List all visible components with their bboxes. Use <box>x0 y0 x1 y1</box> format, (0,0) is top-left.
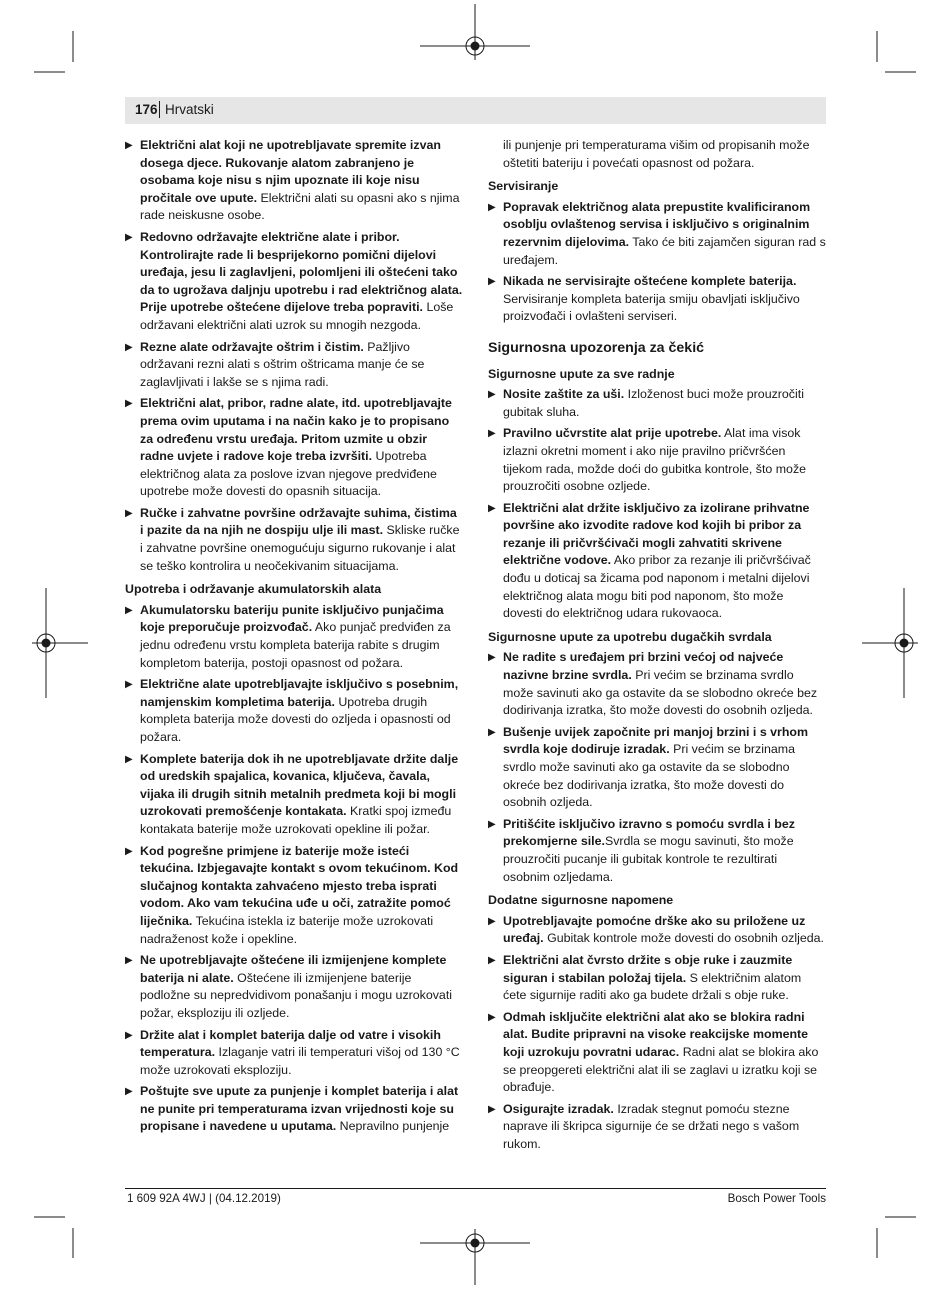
triangle-bullet-icon: ▶ <box>125 507 133 519</box>
triangle-bullet-icon: ▶ <box>125 845 133 857</box>
list-item <box>125 952 463 1022</box>
triangle-bullet-icon: ▶ <box>488 726 496 738</box>
triangle-bullet-icon: ▶ <box>488 954 496 966</box>
triangle-bullet-icon: ▶ <box>488 428 496 440</box>
item-body-text: Alat ima visok izlazni okretni moment i ako nije pravilno pričvršćen tijekom rada, možde doći do gubitka kontrole, što može prouzročiti osobne ozljede. <box>503 426 807 494</box>
list-item <box>488 199 826 269</box>
triangle-bullet-icon: ▶ <box>488 276 496 288</box>
triangle-bullet-icon: ▶ <box>488 201 496 213</box>
list-item <box>125 339 463 392</box>
list-item <box>125 395 463 501</box>
item-body-text: Svrdla se mogu savinuti, što može prouzročiti pucanje ili gubitak kontrole te rezultirati osobnim ozljedama. <box>503 834 794 884</box>
item-body-text: Izloženost buci može prouzročiti gubitak sluha. <box>503 387 804 419</box>
item-bold-text: Poštujte sve upute za punjenje i komplet baterija i alat ne punite pri temperaturama izvan vrijednosti koje su propisane i navedene u uputama. <box>140 1084 459 1134</box>
item-body-text: Gubitak kontrole može dovesti do osobnih ozljeda. <box>543 931 824 946</box>
list-item <box>125 229 463 335</box>
item-bold-text: Akumulatorsku bateriju punite isključivo punjačima koje preporučuje proizvođač. <box>140 602 444 635</box>
list-item <box>488 952 826 1005</box>
item-body-text: Pri većim se brzinama svrdlo može savinuti ako ga ostavite da se slobodno okreće bez dodirivanja izratka, što može dovesti do osobnih ozljeda. <box>503 742 795 810</box>
item-body-text: Izlaganje vatri ili temperaturi višoj od 130 °C može uzrokovati eksploziju. <box>140 1045 460 1077</box>
list-item <box>488 816 826 886</box>
triangle-bullet-icon: ▶ <box>488 502 496 514</box>
left-column <box>125 137 463 1140</box>
item-body-text: Pri većim se brzinama svrdlo može savinuti ako ga ostavite da se slobodno okreće bez dodirivanja izratka, što može dovesti do osobnih ozljeda. <box>503 668 818 718</box>
list-item <box>488 649 826 719</box>
item-body-text: Upotreba drugih kompleta baterija može dovesti do ozljeda i opasnosti od požara. <box>140 694 451 744</box>
list-item <box>125 505 463 575</box>
item-bold-text: Popravak električnog alata prepustite kvalificiranom osoblju ovlaštenog servisa i isključivo s originalnim rezervnim dijelovima. <box>503 199 811 249</box>
triangle-bullet-icon: ▶ <box>125 1029 133 1041</box>
item-body-text: Tekućina istekla iz baterije može uzrokovati nadraženost kože i opekline. <box>140 913 434 946</box>
item-bold-text: Komplete baterija dok ih ne upotrebljavate držite dalje od uredskih spajalica, kovanica, ključeva, čavala, vijaka ili drugih sitnih metalnih predmeta koji bi mogli uzrokovati premošćenje kontakata. <box>140 751 459 819</box>
triangle-bullet-icon: ▶ <box>125 231 133 243</box>
list-item <box>488 1009 826 1097</box>
item-bold-text: Rezne alate održavajte oštrim i čistim. <box>140 339 364 354</box>
list-item <box>125 1027 463 1080</box>
list-item <box>488 386 826 421</box>
list-item <box>125 1083 463 1136</box>
item-bold-text: Upotrebljavajte pomoćne drške ako su priložene uz uređaj. <box>503 913 806 946</box>
item-bold-text: Ne radite s uređajem pri brzini većoj od najveće nazivne brzine svrdla. <box>503 650 784 683</box>
triangle-bullet-icon: ▶ <box>488 915 496 927</box>
item-body-text: Radni alat se blokira ako se preopgereti električni alat ili se zaglavi u izratku koji se obrađuje. <box>503 1044 819 1095</box>
triangle-bullet-icon: ▶ <box>488 818 496 830</box>
item-body-text: Električni alati su opasni ako s njima rade neiskusne osobe. <box>140 190 460 223</box>
subsection-heading: Sigurnosne upute za upotrebu dugačkih svrdala <box>488 629 772 644</box>
triangle-bullet-icon: ▶ <box>125 753 133 765</box>
item-bold-text: Odmah isključite električni alat ako se blokira radni alat. Budite pripravni na visoke reakcijske momente koji uzrokuju povratni udarac. <box>503 1009 809 1059</box>
list-item <box>488 273 826 326</box>
list-item <box>125 137 463 225</box>
item-body-text: Oštećene ili izmijenjene baterije podložne su nepredvidivom ponašanju i mogu uzrokovati požar, eksploziju ili ozljede. <box>140 970 453 1020</box>
item-body-text: S električnim alatom ćete sigurnije raditi ako ga budete držali s obje ruke. <box>503 970 802 1003</box>
triangle-bullet-icon: ▶ <box>488 389 496 401</box>
triangle-bullet-icon: ▶ <box>488 652 496 664</box>
triangle-bullet-icon: ▶ <box>488 1011 496 1023</box>
item-body-text: Pažljivo održavani rezni alati s oštrim oštricama manje će se zaglavljivati i lakše se s njima radi. <box>140 339 425 389</box>
item-body-text: Loše održavani električni alati uzrok su mnogih nezgoda. <box>140 300 454 332</box>
triangle-bullet-icon: ▶ <box>125 604 133 616</box>
list-item <box>488 1101 826 1154</box>
item-bold-text: Ne upotrebljavajte oštećene ili izmijenjene komplete baterija ni alate. <box>140 953 447 985</box>
item-bold-text: Pravilno učvrstite alat prije upotrebe. <box>503 426 722 441</box>
item-body-text: Upotreba električnog alata za poslove izvan njegove predviđene upotrebe može dovesti do opasnih situacija. <box>140 449 437 499</box>
item-body-text: Kratki spoj između kontakata baterije može uzrokovati opekline ili požar. <box>140 804 452 836</box>
item-bold-text: Držite alat i komplet baterija dalje od vatre i visokih temperatura. <box>140 1027 441 1060</box>
list-item <box>125 751 463 839</box>
item-bold-text: Redovno održavajte električne alate i pribor. Kontrolirajte rade li besprijekorno pomični dijelovi uređaja, jesu li zaglavljeni, polomljeni ili oštećeni tako da to ugrožava daljnju upotrebu i rad električnog alata. Prije upotrebe oštećene dijelove treba popraviti. <box>140 229 463 315</box>
triangle-bullet-icon: ▶ <box>488 1103 496 1115</box>
page-footer <box>125 1188 826 1205</box>
item-bold-text: Kod pogrešne primjene iz baterije može isteći tekućina. Izbjegavajte kontakt s ovom tekućinom. Kod slučajnog kontakta zahvaćeno mjesto treba isprati vodom. Ako vam tekućina uđe u oči, zatražite pomoć liječnika. <box>140 843 459 928</box>
subsection-heading: Servisiranje <box>488 179 559 194</box>
item-body-text: Nepravilno punjenje <box>336 1119 450 1134</box>
list-item <box>488 425 826 495</box>
item-bold-text: Bušenje uvijek započnite pri manjoj brzini i s vrhom svrdla koje dodiruje izradak. <box>503 724 809 757</box>
list-item <box>125 676 463 746</box>
subsection-heading: Dodatne sigurnosne napomene <box>488 893 674 908</box>
triangle-bullet-icon: ▶ <box>125 679 133 691</box>
triangle-bullet-icon: ▶ <box>125 1086 133 1098</box>
item-body-text: Izradak stegnut pomoću stezne naprave ili škripca sigurnije će se držati nego s vašom rukom. <box>503 1101 800 1151</box>
item-body-text: Ako pribor za rezanje ili pričvršćivač dođu u doticaj sa žicama pod naponom i metalni dijelovi električnog alata mogu biti pod naponom, što može dovesti do električnog udara rukovaoca. <box>503 553 811 621</box>
page-header <box>125 97 826 124</box>
item-bold-text: Električni alat koji ne upotrebljavate spremite izvan dosega djece. Rukovanje alatom zabranjeno je osobama koje nisu s njim upoznate ili koje nisu pročitale ove upute. <box>140 138 441 205</box>
item-body-text: Servisiranje kompleta baterija smiju obavljati isključivo proizvođači i ovlašteni serviseri. <box>503 291 800 324</box>
item-bold-text: Nosite zaštite za uši. <box>503 387 625 402</box>
triangle-bullet-icon: ▶ <box>125 955 133 967</box>
item-body-text: Tako će biti zajamčen siguran rad s uređajem. <box>503 234 826 267</box>
item-bold-text: Električne alate upotrebljavajte isključivo s posebnim, namjenskim kompletima baterija. <box>140 677 459 709</box>
item-bold-text: Osigurajte izradak. <box>503 1101 614 1116</box>
footer-brand: Bosch Power Tools <box>727 1192 826 1205</box>
page-language: Hrvatski <box>165 102 214 117</box>
continued-text: ili punjenje pri temperaturama višim od propisanih može oštetiti bateriju i povećati opasnost od požara. <box>503 138 810 170</box>
header-separator <box>159 101 160 118</box>
right-column <box>488 137 826 1157</box>
list-item <box>125 602 463 672</box>
subsection-heading: Upotreba i održavanje akumulatorskih alata <box>125 582 382 597</box>
triangle-bullet-icon: ▶ <box>125 341 133 353</box>
item-body-text: Ako punjač predviđen za jednu određenu vrstu kompleta baterija rabite s drugim kompletom baterija, postoji opasnost od požara. <box>140 620 451 670</box>
item-bold-text: Ručke i zahvatne površine održavajte suhima, čistima i pazite da na njih ne dospiju ulje ili mast. <box>140 505 457 538</box>
subsection-heading: Sigurnosne upute za sve radnje <box>488 366 675 381</box>
list-item <box>125 843 463 949</box>
item-bold-text: Nikada ne servisirajte oštećene komplete baterija. <box>503 274 797 289</box>
section-heading: Sigurnosna upozorenja za čekić <box>488 339 705 356</box>
item-bold-text: Električni alat čvrsto držite s obje ruke i zauzmite siguran i stabilan položaj tijela. <box>503 952 793 985</box>
list-item <box>488 724 826 812</box>
item-bold-text: Električni alat, pribor, radne alate, itd. upotrebljavajte prema ovim uputama i na način kako je to propisano za određenu vrstu uređaja. Pritom uzmite u obzir radne uvjete i radove koje treba izvršiti. <box>140 396 452 464</box>
list-item <box>488 500 826 623</box>
triangle-bullet-icon: ▶ <box>125 398 133 410</box>
page-number: 176 <box>135 102 158 117</box>
item-body-text: Skliske ručke i zahvatne površine onemogućuju sigurno rukovanje i alat se teško kontrolira u neočekivanim situacijama. <box>140 523 460 573</box>
footer-doc-id: 1 609 92A 4WJ | (04.12.2019) <box>127 1192 281 1205</box>
item-bold-text: Pritišćite isključivo izravno s pomoću svrdla i bez prekomjerne sile. <box>503 816 795 849</box>
list-item <box>488 913 826 948</box>
item-bold-text: Električni alat držite isključivo za izolirane prihvatne površine ako izvodite radove kod kojih bi pribor za rezanje ili pričvršćivači mogli zahvatiti skrivene električne vodove. <box>503 500 810 568</box>
triangle-bullet-icon: ▶ <box>125 140 133 151</box>
